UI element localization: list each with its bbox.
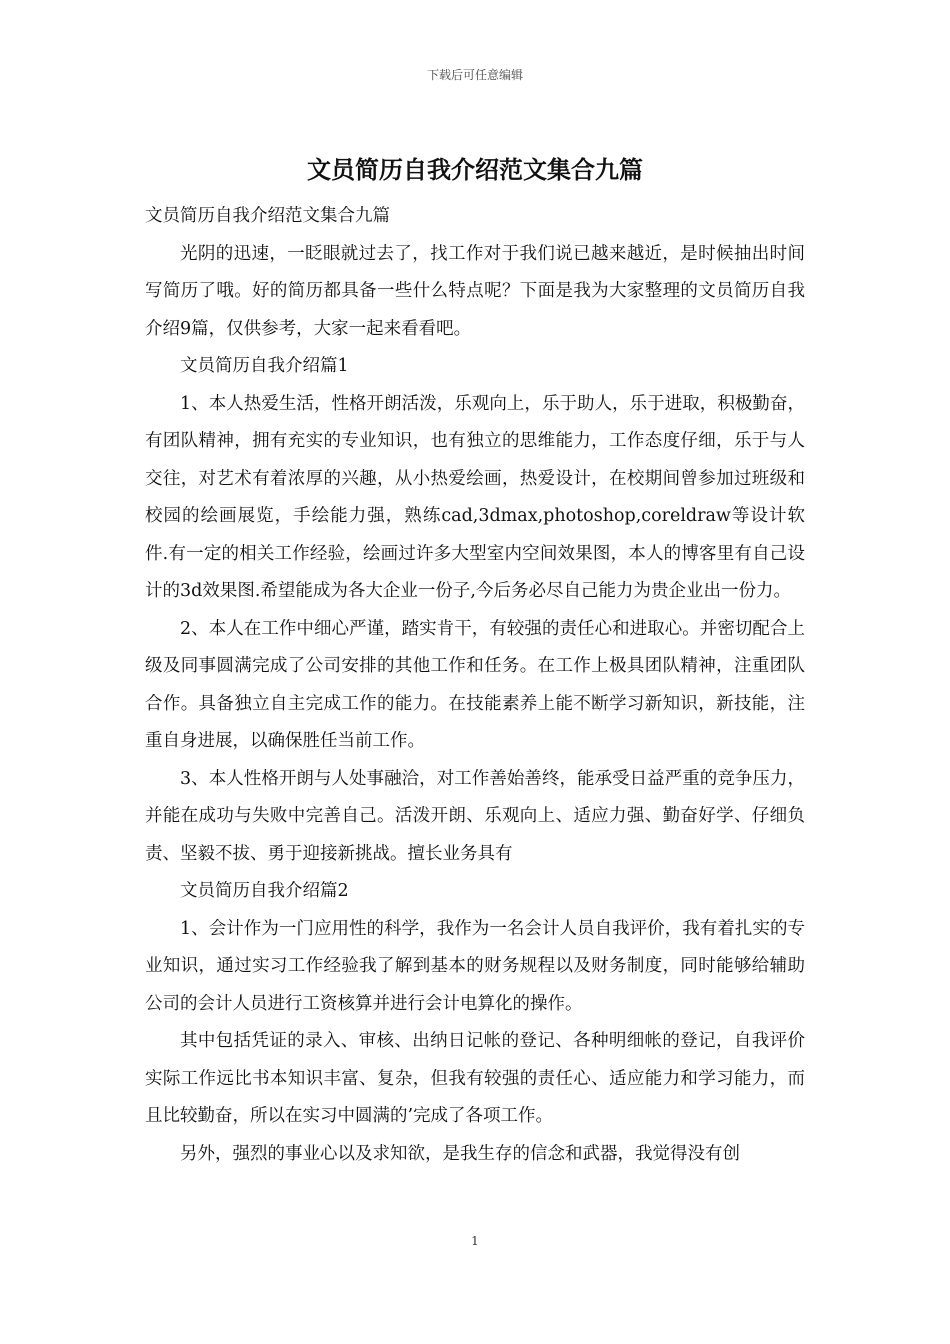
- intro-paragraph: 光阴的迅速，一眨眼就过去了，找工作对于我们说已越来越近，是时候抽出时间写简历了哦。好的简历都具备一些什么特点呢？下面是我为大家整理的文员简历自我介绍9篇，仅供参考，大家一起来看看吧。: [145, 243, 805, 339]
- document-title: 文员简历自我介绍范文集合九篇: [307, 155, 643, 184]
- page-number: 1: [471, 1234, 479, 1248]
- download-note: 下载后可任意编辑: [426, 68, 523, 82]
- body-paragraph: 1、会计作为一门应用性的科学，我作为一名会计人员自我评价，我有着扎实的专业知识，通过实习工作经验我了解到基本的财务规程以及财务制度，同时能够给辅助公司的会计人员进行工资核算并进行会计电算化的操作。: [145, 918, 805, 1014]
- document-body: [145, 198, 805, 1173]
- body-paragraph: 2、本人在工作中细心严谨，踏实肯干，有较强的责任心和进取心。并密切配合上级及同事圆满完成了公司安排的其他工作和任务。在工作上极具团队精神，注重团队合作。具备独立自主完成工作的能力。在技能素养上能不断学习新知识，新技能，注重自身进展，以确保胜任当前工作。: [145, 618, 805, 751]
- section-heading-1: 文员简历自我介绍篇1: [180, 356, 349, 376]
- subtitle-paragraph: 文员简历自我介绍范文集合九篇: [145, 206, 390, 226]
- body-paragraph: 1、本人热爱生活，性格开朗活泼，乐观向上，乐于助人，乐于进取，积极勤奋，有团队精神，拥有充实的专业知识，也有独立的思维能力，工作态度仔细，乐于与人交往，对艺术有着浓厚的兴趣，从小热爱绘画，热爱设计，在校期间曾参加过班级和校园的绘画展览，手绘能力强，熟练cad,3dmax,photoshop,coreldraw等设计软件.有一定的相关工作经验，绘画过许多大型室内空间效果图，本人的博客里有自己设计的3d效果图.希望能成为各大企业一份子,今后务必尽自己能力为贵企业出一份力。: [145, 393, 805, 601]
- body-paragraph: 其中包括凭证的录入、审核、出纳日记帐的登记、各种明细帐的登记，自我评价实际工作远比书本知识丰富、复杂，但我有较强的责任心、适应能力和学习能力，而且比较勤奋，所以在实习中圆满的’完成了各项工作。: [145, 1031, 805, 1126]
- section-heading-2: 文员简历自我介绍篇2: [180, 881, 349, 901]
- body-paragraph: 另外，强烈的事业心以及求知欲，是我生存的信念和武器，我觉得没有创: [180, 1143, 740, 1164]
- body-paragraph: 3、本人性格开朗与人处事融洽，对工作善始善终，能承受日益严重的竞争压力，并能在成功与失败中完善自己。活泼开朗、乐观向上、适应力强、勤奋好学、仔细负责、坚毅不拔、勇于迎接新挑战。擅长业务具有: [145, 768, 805, 864]
